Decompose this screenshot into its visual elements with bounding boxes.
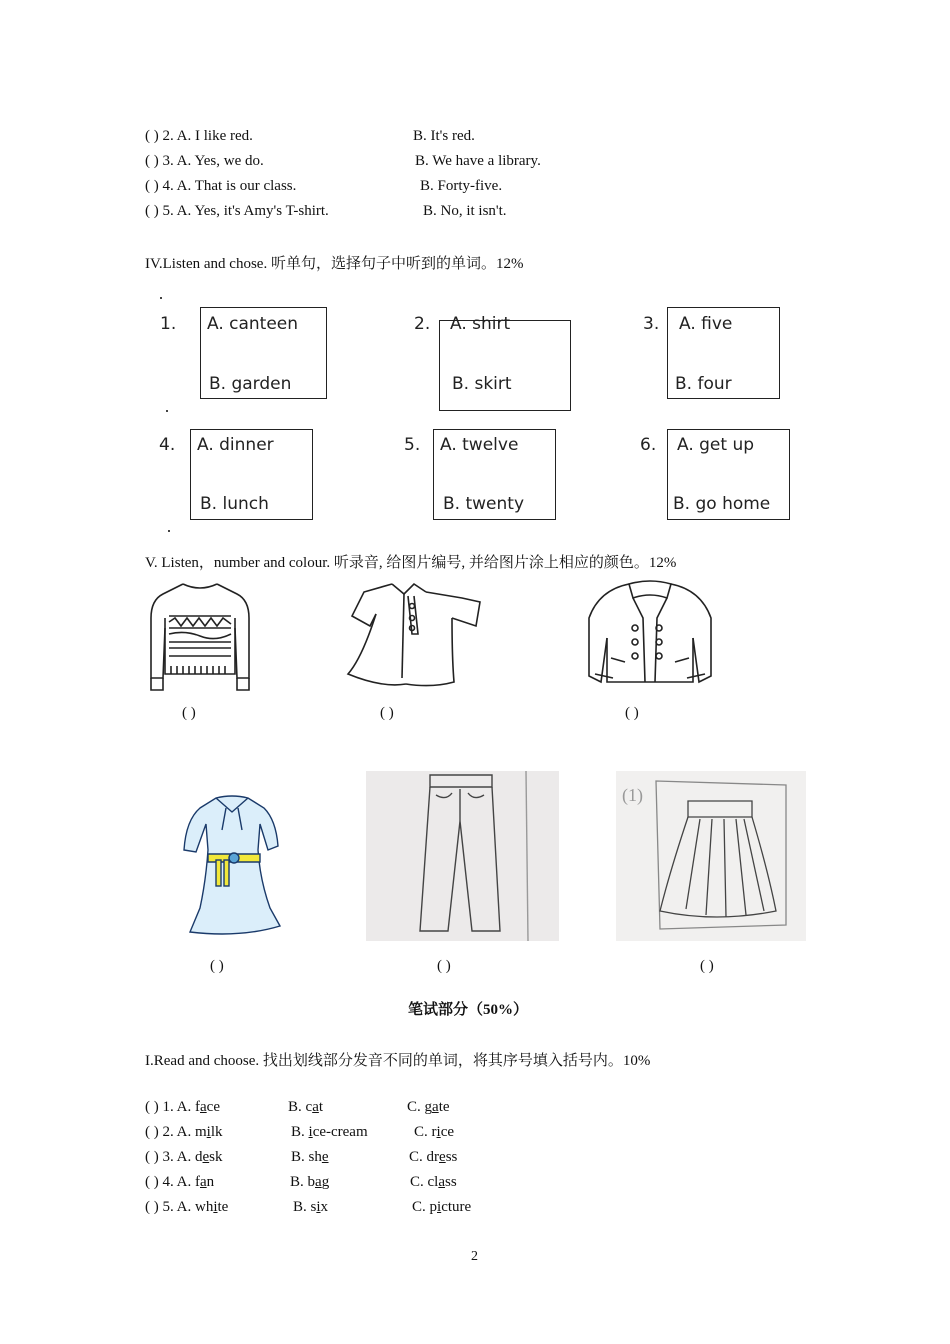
written1-title: I.Read and choose. 找出划线部分发音不同的单词，将其序号填入括号内。10% [145, 1053, 651, 1069]
option-prefix: B. [291, 1124, 309, 1140]
page-number: 2 [471, 1249, 478, 1264]
underlined-letter: i [316, 1199, 321, 1215]
written1-row-1-b [288, 1099, 323, 1116]
iv-item-3-option-b: B. four [675, 374, 732, 394]
underlined-letter: e [439, 1149, 446, 1165]
written1-row-1-c [407, 1099, 450, 1116]
word-part: cl [427, 1174, 439, 1190]
written1-row-4 [145, 1174, 214, 1191]
q3-row-2-b: B. It's red. [413, 128, 475, 144]
iv-item-5-number: 5. [404, 435, 421, 455]
word-part: t [318, 1099, 324, 1115]
word-part: ce [440, 1124, 455, 1140]
scan-dot [166, 410, 168, 412]
row-prefix: ( ) 2. A. [145, 1124, 195, 1140]
word-part: dr [426, 1149, 440, 1165]
q3-row-4-b: B. Forty-five. [420, 178, 503, 194]
underlined-letter: e [321, 1149, 329, 1165]
written1-row-2-c [414, 1124, 454, 1141]
written-part-title: 笔试部分（50%） [408, 1002, 529, 1018]
underlined-letter: a [200, 1099, 207, 1115]
iv-item-5-option-b: B. twenty [443, 494, 524, 514]
underlined-letter: i [308, 1124, 313, 1140]
word-part: p [429, 1199, 438, 1215]
skirt-answer-paren[interactable]: ( ) [700, 958, 714, 974]
underlined-letter: i [437, 1199, 442, 1215]
q3-row-5-a: ( ) 5. A. Yes, it's Amy's T-shirt. [145, 203, 329, 219]
word-part: te [217, 1199, 229, 1215]
word-part: ce [206, 1099, 220, 1115]
pants-answer-paren[interactable]: ( ) [437, 958, 451, 974]
word-part: ce-cream [312, 1124, 368, 1140]
scan-dot [160, 297, 162, 299]
iv-item-2-option-a: A. shirt [450, 314, 511, 334]
skirt-icon [616, 771, 806, 941]
written1-row-3-b [291, 1149, 329, 1166]
option-prefix: B. [293, 1199, 311, 1215]
iv-item-6-option-b: B. go home [673, 494, 771, 514]
skirt-photo [616, 771, 806, 941]
section5-title: V. Listen，number and colour. 听录音, 给图片编号, 并给图片涂上相应的颜色。12% [145, 555, 677, 571]
sweater-icon [145, 578, 255, 696]
row-prefix: ( ) 5. A. [145, 1199, 195, 1215]
underlined-letter: a [438, 1174, 446, 1190]
written1-row-5-c [412, 1199, 471, 1216]
word-part: lk [210, 1124, 223, 1140]
dress-answer-paren[interactable]: ( ) [210, 958, 224, 974]
iv-item-2-number: 2. [414, 314, 431, 334]
underlined-letter: a [200, 1174, 207, 1190]
word-part: cture [441, 1199, 472, 1215]
option-prefix: C. [410, 1174, 428, 1190]
word-part: sk [209, 1149, 223, 1165]
word-part: c [305, 1099, 313, 1115]
pants-photo [366, 771, 559, 941]
shirt-answer-paren[interactable]: ( ) [380, 705, 394, 721]
word-part: ss [445, 1149, 458, 1165]
iv-item-4-number: 4. [159, 435, 176, 455]
word-part: wh [195, 1199, 214, 1215]
jacket-answer-paren[interactable]: ( ) [625, 705, 639, 721]
q3-row-2-a: ( ) 2. A. I like red. [145, 128, 253, 144]
underlined-letter: a [315, 1174, 322, 1190]
word-part: g [424, 1099, 433, 1115]
word-part: g [321, 1174, 330, 1190]
option-prefix: C. [409, 1149, 427, 1165]
iv-item-6-option-a: A. get up [677, 435, 755, 455]
word-part: s [310, 1199, 317, 1215]
underlined-letter: i [206, 1124, 211, 1140]
iv-item-5-option-a: A. twelve [440, 435, 519, 455]
word-part: d [195, 1149, 203, 1165]
q3-row-4-a: ( ) 4. A. That is our class. [145, 178, 297, 194]
word-part: ss [445, 1174, 457, 1190]
written1-row-3-c [409, 1149, 457, 1166]
underlined-letter: a [432, 1099, 439, 1115]
scan-dot [168, 530, 170, 532]
row-prefix: ( ) 3. A. [145, 1149, 195, 1165]
word-part: m [195, 1124, 207, 1140]
underlined-letter: a [312, 1099, 319, 1115]
option-prefix: B. [291, 1149, 309, 1165]
word-part: sh [308, 1149, 322, 1165]
option-prefix: B. [288, 1099, 306, 1115]
iv-item-1-option-a: A. canteen [207, 314, 299, 334]
word-part: f [195, 1174, 200, 1190]
word-part: r [431, 1124, 437, 1140]
q3-row-5-b: B. No, it isn't. [423, 203, 507, 219]
shirt-icon [342, 578, 484, 690]
iv-item-4-option-b: B. lunch [200, 494, 269, 514]
option-prefix: B. [290, 1174, 308, 1190]
word-part: x [320, 1199, 329, 1215]
written1-row-4-c [410, 1174, 457, 1191]
underlined-letter: e [202, 1149, 210, 1165]
iv-item-6-number: 6. [640, 435, 657, 455]
option-prefix: C. [412, 1199, 430, 1215]
row-prefix: ( ) 4. A. [145, 1174, 195, 1190]
underlined-letter: i [436, 1124, 441, 1140]
q3-row-3-b: B. We have a library. [415, 153, 541, 169]
written1-row-3 [145, 1149, 223, 1166]
skirt-photo-label: (1) [622, 785, 643, 805]
iv-item-3-option-a: A. five [679, 314, 733, 334]
underlined-letter: i [213, 1199, 218, 1215]
iv-item-1-number: 1. [160, 314, 177, 334]
word-part: f [195, 1099, 200, 1115]
word-part: te [438, 1099, 450, 1115]
written1-row-2-b [291, 1124, 368, 1141]
word-part: n [206, 1174, 215, 1190]
sweater-answer-paren[interactable]: ( ) [182, 705, 196, 721]
option-prefix: C. [407, 1099, 425, 1115]
written1-row-5 [145, 1199, 228, 1216]
q3-row-3-a: ( ) 3. A. Yes, we do. [145, 153, 264, 169]
iv-item-2-option-b: B. skirt [452, 374, 512, 394]
jacket-icon [583, 578, 717, 692]
option-prefix: C. [414, 1124, 432, 1140]
written1-row-2 [145, 1124, 223, 1141]
written1-row-4-b [290, 1174, 329, 1191]
iv-item-1-option-b: B. garden [209, 374, 292, 394]
word-part: b [307, 1174, 316, 1190]
iv-item-4-option-a: A. dinner [197, 435, 274, 455]
section4-title: IV.Listen and chose. 听单句，选择句子中听到的单词。12% [145, 256, 524, 272]
iv-item-3-number: 3. [643, 314, 660, 334]
written1-row-1 [145, 1099, 220, 1116]
written1-row-5-b [293, 1199, 328, 1216]
pants-icon [366, 771, 559, 941]
row-prefix: ( ) 1. A. [145, 1099, 195, 1115]
dress-icon [180, 790, 284, 940]
